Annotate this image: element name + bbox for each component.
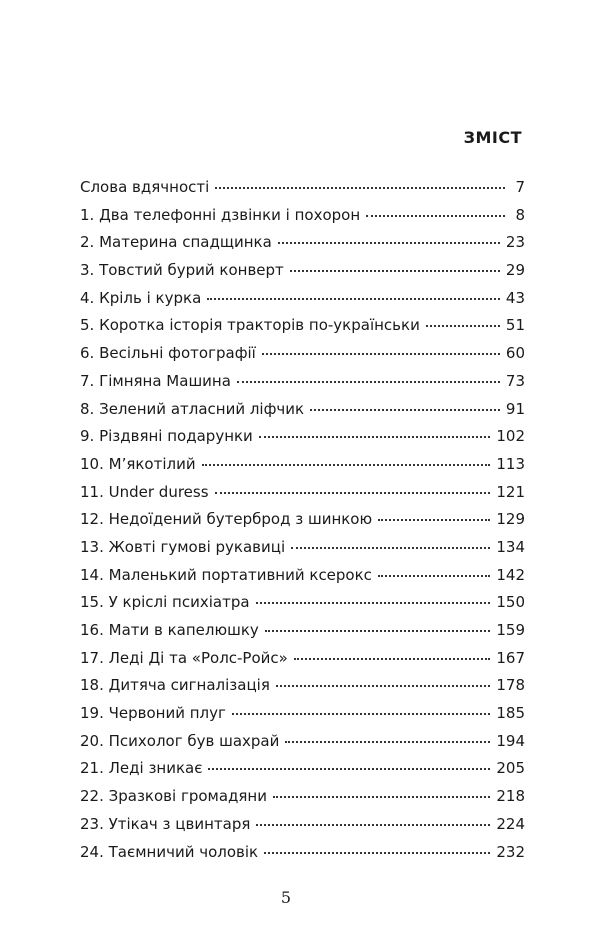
toc-entry [80, 537, 525, 565]
toc-entry-title: 14. Маленький портативний ксерокс [80, 565, 372, 584]
dot-leader [265, 630, 491, 632]
toc-entry-title: 3. Товстий бурий конверт [80, 261, 284, 280]
toc-entry-title: 2. Материна спадщинка [80, 233, 272, 252]
dot-leader [215, 492, 491, 494]
toc-entry [80, 177, 525, 205]
toc-entry-page: 51 [505, 316, 525, 335]
toc-entry-page: 142 [496, 565, 525, 584]
toc-entry-title: 11. Under duress [80, 482, 209, 501]
toc-entry [80, 288, 525, 316]
dot-leader [202, 464, 491, 466]
toc-entry [80, 731, 525, 759]
toc-entry [80, 454, 525, 482]
toc-entry-title: 19. Червоний плуг [80, 704, 226, 723]
toc-entry-title: Слова вдячності [80, 178, 210, 196]
toc-entry-title: 15. У кріслі психіатра [80, 593, 250, 612]
dot-leader [259, 436, 491, 438]
toc-entry-title: 1. Два телефонні дзвінки і похорон [80, 205, 361, 224]
toc-entry [80, 786, 525, 814]
toc-entry-page: 129 [496, 510, 525, 529]
toc-entry-page: 7 [515, 178, 525, 196]
dot-leader [294, 658, 491, 660]
toc-entry-title: 16. Мати в капелюшку [80, 621, 259, 639]
toc-entry [80, 842, 525, 870]
toc-entry-title: 17. Леді Ді та «Ролс-Ройс» [80, 648, 288, 667]
toc-entry-page: 8 [515, 205, 525, 224]
toc-entry [80, 565, 525, 593]
dot-leader [273, 796, 490, 798]
toc-entry-title: 7. Гімняна Машина [80, 371, 231, 390]
toc-entry [80, 343, 525, 371]
toc-entry [80, 315, 525, 343]
dot-leader [208, 768, 490, 770]
toc-entry-title: 21. Леді зникає [80, 759, 203, 778]
toc-entry-page: 194 [496, 731, 525, 750]
toc-entry-page: 121 [496, 482, 525, 501]
toc-entry-title: 5. Коротка історія тракторів по-українськи [80, 316, 420, 335]
dot-leader [366, 215, 505, 217]
toc-entry-page: 205 [496, 759, 525, 778]
toc-entry [80, 426, 525, 454]
toc-entry-title: 12. Недоїдений бутерброд з шинкою [80, 510, 373, 529]
toc-entry [80, 620, 525, 648]
dot-leader [378, 575, 490, 577]
toc-entry-page: 159 [496, 621, 525, 639]
toc-entry [80, 232, 525, 260]
toc-entry-page: 185 [496, 704, 525, 723]
toc-entry-page: 113 [496, 454, 525, 473]
toc-entry [80, 703, 525, 731]
dot-leader [262, 353, 500, 355]
dot-leader [215, 187, 505, 189]
dot-leader [290, 270, 500, 272]
toc-entry [80, 399, 525, 427]
toc-entry-page: 218 [496, 787, 525, 806]
toc-entry-title: 24. Таємничий чоловік [80, 842, 259, 861]
toc-entry-title: 23. Утікач з цвинтаря [80, 814, 251, 833]
toc-entry-page: 232 [496, 842, 525, 861]
toc-entry-page: 91 [505, 399, 525, 418]
dot-leader [426, 325, 500, 327]
dot-leader [276, 685, 490, 687]
table-of-contents [80, 177, 525, 869]
dot-leader [232, 713, 490, 715]
dot-leader [237, 381, 500, 383]
toc-entry [80, 592, 525, 620]
toc-entry-page: 134 [496, 537, 525, 556]
contents-heading: ЗМІСТ [463, 128, 522, 147]
toc-entry-page: 167 [496, 648, 525, 667]
toc-entry [80, 814, 525, 842]
toc-entry-page: 102 [496, 427, 525, 446]
toc-entry-title: 10. М’якотілий [80, 454, 196, 473]
toc-entry [80, 205, 525, 233]
toc-entry [80, 371, 525, 399]
toc-entry-page: 43 [505, 288, 525, 307]
toc-entry-page: 150 [496, 593, 525, 612]
toc-entry-title: 18. Дитяча сигналізація [80, 676, 270, 695]
page-number: 5 [280, 888, 292, 907]
dot-leader [291, 547, 490, 549]
toc-entry [80, 482, 525, 510]
toc-entry-title: 20. Психолог був шахрай [80, 731, 280, 750]
dot-leader [264, 852, 490, 854]
toc-entry-title: 8. Зелений атласний ліфчик [80, 399, 305, 418]
toc-entry-title: 9. Різдвяні подарунки [80, 427, 253, 446]
toc-entry-page: 23 [505, 233, 525, 252]
toc-entry [80, 758, 525, 786]
dot-leader [285, 741, 490, 743]
toc-entry-page: 29 [505, 261, 525, 280]
toc-entry-title: 6. Весільні фотографії [80, 344, 256, 363]
dot-leader [278, 242, 500, 244]
toc-entry [80, 648, 525, 676]
toc-entry-title: 22. Зразкові громадяни [80, 787, 267, 806]
dot-leader [310, 409, 500, 411]
dot-leader [207, 298, 500, 300]
dot-leader [378, 519, 490, 521]
toc-entry-page: 60 [505, 344, 525, 363]
toc-entry-page: 178 [496, 676, 525, 695]
toc-entry [80, 675, 525, 703]
toc-entry-page: 73 [505, 371, 525, 390]
dot-leader [256, 824, 490, 826]
toc-entry [80, 509, 525, 537]
toc-entry-page: 224 [496, 814, 525, 833]
toc-entry [80, 260, 525, 288]
dot-leader [256, 602, 491, 604]
toc-entry-title: 13. Жовті гумові рукавиці [80, 537, 286, 556]
toc-entry-title: 4. Кріль і курка [80, 288, 202, 307]
